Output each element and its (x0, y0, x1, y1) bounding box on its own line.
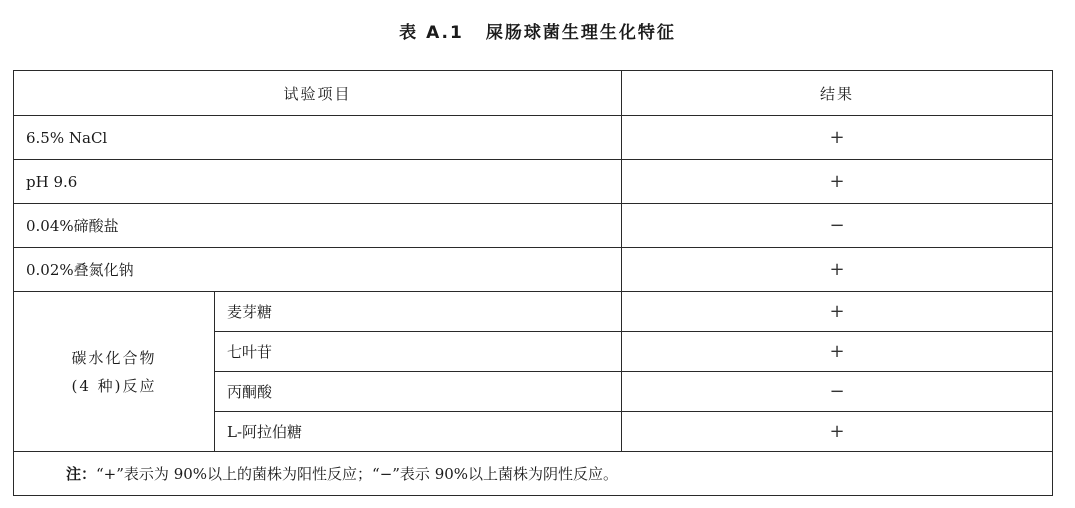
subrow-item: L-阿拉伯糖 (215, 412, 622, 452)
group-label-line2: (4 种)反应 (71, 376, 157, 395)
row-result: + (622, 248, 1053, 292)
characteristics-table (13, 70, 1053, 496)
subrow-result: + (622, 332, 1053, 372)
subrow-result: + (622, 412, 1053, 452)
subrow-item: 七叶苷 (215, 332, 622, 372)
note-label: 注： (66, 465, 97, 483)
table-number: 表 A.1 (399, 23, 464, 43)
row-item: 0.04%碲酸盐 (14, 204, 622, 248)
subrow-item: 麦芽糖 (215, 292, 622, 332)
row-item: 0.02%叠氮化钠 (14, 248, 622, 292)
note-text: “+”表示为 90%以上的菌株为阳性反应；“−”表示 90%以上菌株为阴性反应。 (96, 465, 619, 483)
row-result: + (622, 160, 1053, 204)
carbohydrate-group-label (14, 292, 215, 452)
table-row (14, 160, 1053, 204)
header-result: 结果 (622, 71, 1053, 116)
table-row (14, 116, 1053, 160)
subrow-item: 丙酮酸 (215, 372, 622, 412)
table-note (14, 452, 1053, 496)
subrow-result: + (622, 292, 1053, 332)
table-title (0, 18, 1075, 43)
subrow-result: − (622, 372, 1053, 412)
table-title-text: 屎肠球菌生理生化特征 (485, 23, 676, 43)
row-item: pH 9.6 (14, 160, 622, 204)
row-result: − (622, 204, 1053, 248)
table-row (14, 204, 1053, 248)
table-header-row (14, 71, 1053, 116)
row-result: + (622, 116, 1053, 160)
note-row (14, 452, 1053, 496)
table-row (14, 292, 1053, 332)
row-item: 6.5% NaCl (14, 116, 622, 160)
header-item: 试验项目 (14, 71, 622, 116)
group-label-line1: 碳水化合物 (71, 348, 157, 367)
table-row (14, 248, 1053, 292)
